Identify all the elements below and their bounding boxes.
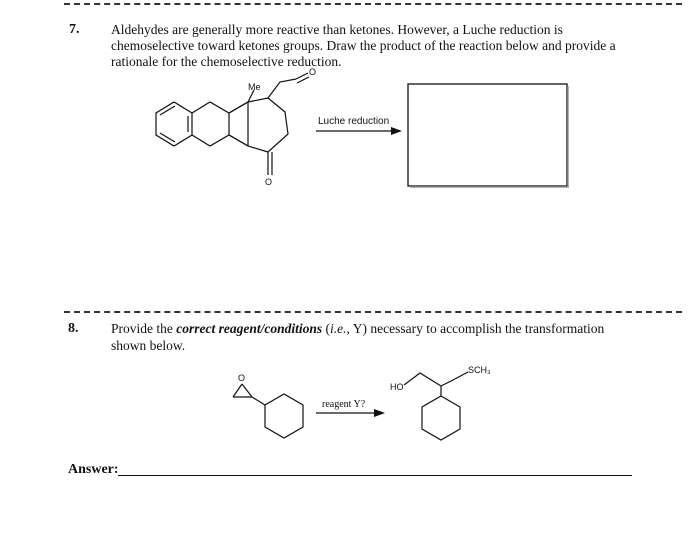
- q7-methyl-label: Me: [248, 82, 261, 92]
- q7-answer-box[interactable]: [408, 84, 567, 186]
- question-8-emphasis: correct reagent/conditions: [176, 321, 323, 336]
- q7-cyclohexane-ring: [192, 102, 248, 146]
- question-8-line-1-post: Y) necessary to accomplish the transformation: [349, 321, 605, 336]
- q8-product-cyclohexane: [422, 396, 460, 440]
- q7-ketone-group: [268, 152, 272, 175]
- question-8-line-1-pre: Provide the: [111, 321, 177, 336]
- question-8-line-2: shown below.: [111, 338, 186, 353]
- q7-arrow-label: Luche reduction: [318, 116, 390, 127]
- question-8-line-1-mid: (: [322, 321, 330, 336]
- question-8-line-1: [111, 322, 604, 336]
- answer-line[interactable]: [118, 475, 632, 476]
- question-8-ie: i.e.,: [330, 321, 350, 336]
- q8-sch3-label: SCH₃: [468, 365, 491, 375]
- q8-hydroxyl-label: HO: [390, 382, 404, 392]
- q7-ketone-oxygen-label: O: [265, 177, 273, 187]
- q8-product-hydroxymethyl: [404, 373, 441, 386]
- q7-aldehyde-group: [268, 73, 309, 98]
- q8-reaction-arrow: [316, 409, 385, 417]
- q7-benzene-ring: [156, 102, 192, 146]
- q7-aldehyde-oxygen-label: O: [309, 67, 317, 77]
- question-7-number: 7.: [69, 22, 80, 37]
- q7-reaction-arrow: [316, 127, 402, 135]
- q8-product-thiomethyl-chain: [441, 372, 468, 386]
- q8-epoxide-oxygen-label: O: [238, 373, 246, 383]
- q8-reactant-cyclohexane: [265, 394, 303, 438]
- q8-epoxide: [233, 384, 265, 405]
- answer-label: Answer:: [68, 462, 119, 477]
- section-divider: [64, 311, 682, 313]
- q7-cyclopentanone-ring: [229, 98, 288, 152]
- question-7-line-1: Aldehydes are generally more reactive than ketones. However, a Luche reduction is: [111, 22, 563, 37]
- question-8-number: 8.: [68, 321, 79, 336]
- q8-arrow-label: reagent Y?: [322, 399, 366, 410]
- question-7-line-3: rationale for the chemoselective reduction.: [111, 54, 342, 69]
- question-7-line-2: chemoselective toward ketones groups. Draw the product of the reaction below and provide a: [111, 38, 616, 53]
